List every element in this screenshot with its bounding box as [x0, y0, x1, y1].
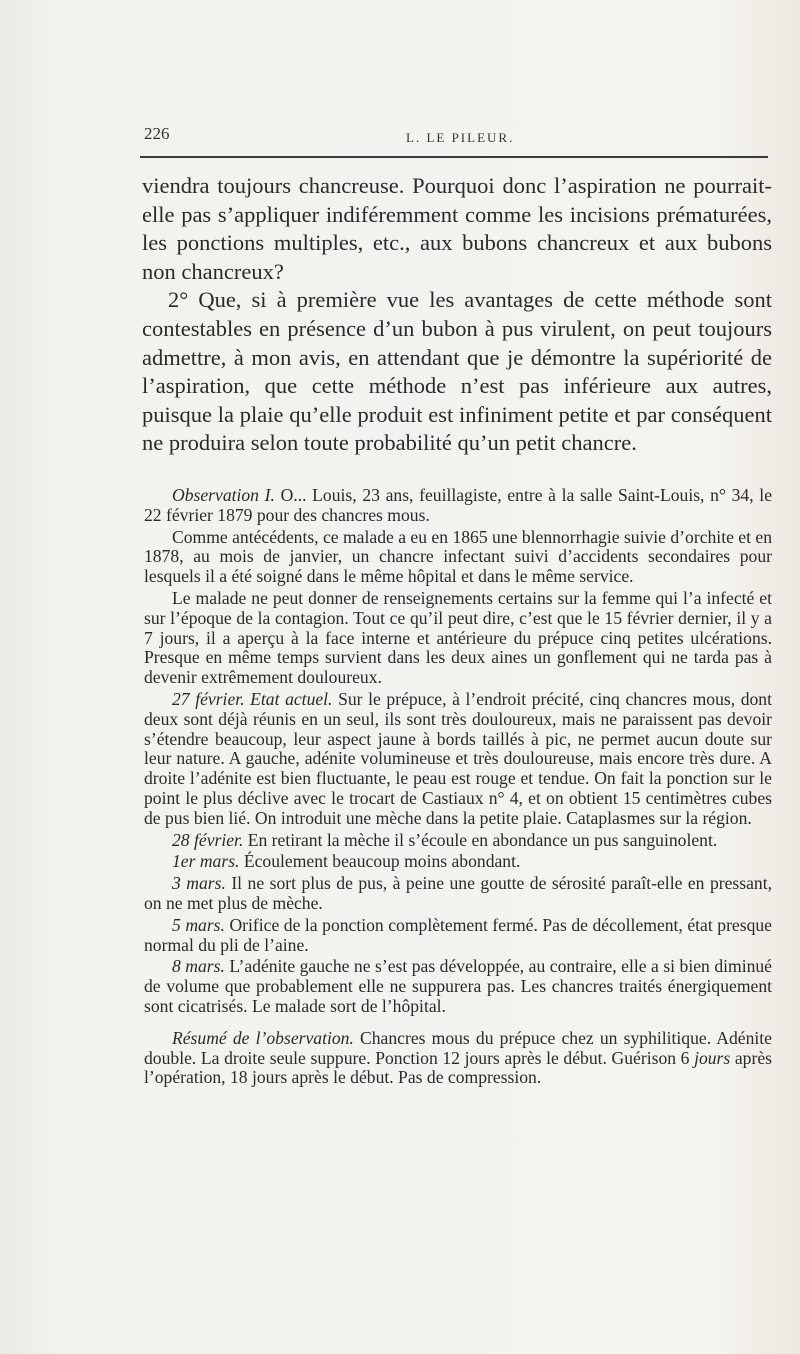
- entry-text: Sur le prépuce, à l’endroit précité, cinq chancres mous, dont deux sont déjà réunis en un seul, ils sont très douloureux, mais ne paraissent pas devoir s’étendre beaucoup, leur aspect jaune à bords taillés à pic, ne permet aucun doute sur leur nature. A gauche, adénite volumineuse et très douloureuse, mais encore très dure. A droite l’adénite est bien fluctuante, le peau est rouge et tendue. On fait la ponction sur le point le plus déclive avec le trocart de Castiaux n° 4, et on obtient 15 centimètres cubes de pus bien lié. On introduit une mèche dans la petite plaie. Cataplasmes sur la région.: [144, 688, 772, 828]
- observation-text: [144, 486, 772, 1088]
- entry-text: Il ne sort plus de pus, à peine une goutte de sérosité paraît-elle en pressant, on ne met plus de mèche.: [144, 873, 772, 913]
- summary-text-end: après l’opération, 18 jours après le début. Pas de compression.: [144, 1047, 772, 1088]
- summary-paragraph: [144, 1029, 772, 1088]
- entry-text: Orifice de la ponction complètement fermé. Pas de décollement, état presque normal du pli de l’aine.: [144, 914, 772, 955]
- page-number: 226: [144, 124, 170, 143]
- observation-intro: O... Louis, 23 ans, feuillagiste, entre à la salle Saint-Louis, n° 34, le 22 février 1879 pour des chancres mous.: [144, 485, 773, 525]
- running-title: L. LE PILEUR.: [406, 130, 515, 145]
- intro-text: [142, 172, 772, 458]
- observation-title: Observation I.: [172, 485, 275, 505]
- intro-paragraph-1: viendra toujours chancreuse. Pourquoi donc l’aspiration ne pourrait-elle pas s’appliquer indiféremment comme les incisions prématurées, les ponctions multiples, etc., aux bubons chancreux et aux bubons non chancreux?: [142, 173, 772, 284]
- entry-date: 3 mars.: [172, 873, 226, 894]
- entry-text: Écoulement beaucoup moins abondant.: [239, 851, 521, 872]
- intro-paragraph-2: 2° Que, si à première vue les avantages de cette méthode sont contestables en présence d’un bubon à pus virulent, on peut toujours admettre, à mon avis, en attendant que je démontre la supériorité de l’aspiration, que cette méthode n’est pas inférieure aux autres, puisque la plaie qu’elle produit est infiniment petite et par conséquent ne produira selon toute probabilité qu’un petit chancre.: [142, 287, 772, 456]
- observation-paragraph: [144, 486, 772, 526]
- entry-date: 1er mars.: [172, 851, 240, 872]
- entry-mar-8: [144, 957, 772, 1016]
- page-header: [144, 124, 770, 154]
- entry-text: L’adénite gauche ne s’est pas développée, au contraire, elle a si bien diminué de volume que probablement elle ne suppurera pas. Les chancres traités énergiquement sont cicatrisés. Le malade sort de l’hôpital.: [144, 956, 772, 1016]
- entry-mar-3: [144, 874, 772, 914]
- entry-feb-27: [144, 690, 772, 829]
- entry-text: En retirant la mèche il s’écoule en abondance un pus sanguinolent.: [243, 829, 718, 850]
- header-rule: [140, 156, 768, 158]
- entry-date: 27 février. Etat actuel.: [172, 688, 333, 709]
- summary-italic: jours: [694, 1047, 731, 1068]
- entry-mar-5: [144, 916, 772, 956]
- antecedents-paragraph: Comme antécédents, ce malade a eu en 1865 une blennorrhagie suivie d’orchite et en 1878, au mois de janvier, un chancre infectant suivi d’accidents secondaires pour lesquels il a été soigné dans le même hôpital et dans le même service.: [144, 526, 772, 587]
- summary-label: Résumé de l’observation.: [172, 1027, 354, 1048]
- entry-feb-28: [144, 831, 772, 851]
- summary-text: Chancres mous du prépuce chez un syphilitique. Adénite double. La droite seule suppure. Ponction 12 jours après le début. Guérison 6: [144, 1027, 772, 1068]
- entry-date: 5 mars.: [172, 914, 225, 935]
- entry-date: 8 mars.: [172, 956, 225, 977]
- history-paragraph: Le malade ne peut donner de renseignements certains sur la femme qui l’a infecté et sur l’époque de la contagion. Tout ce qu’il peut dire, c’est que le 15 février dernier, il y a 7 jours, il a aperçu à la face interne et antérieure du prépuce cinq petites ulcérations. Presque en même temps survient dans les deux aines un gonflement qui ne tarda pas à devenir extrêmement douloureux.: [144, 587, 772, 688]
- entry-mar-1: [144, 852, 772, 872]
- entry-date: 28 février.: [172, 829, 244, 850]
